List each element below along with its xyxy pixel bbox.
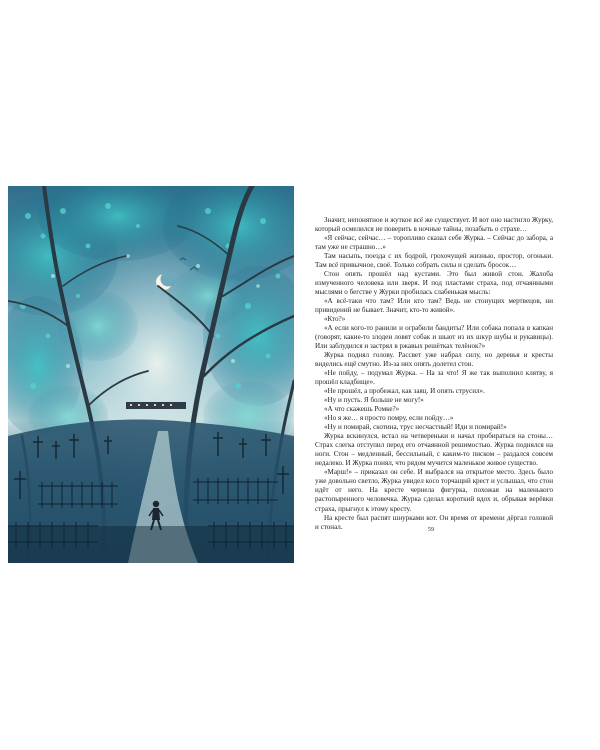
paragraph: Стон опять прошёл над кустами. Это был живой стон. Жалоба измученного человека или зверя. И под пластами страха, под отчаянными мыслями о бегстве у Журки пробилась слабенькая мысль: xyxy=(315,270,553,297)
paragraph: На кресте был распят шнурками кот. Он время от времени дёргал головой и стонал. xyxy=(315,513,553,531)
paragraph: «Но я же… я просто помру, если пойду…» xyxy=(324,414,454,423)
paragraph: Журка вскинулся, встал на четвереньки и начал пробираться на стоны… Страх слегка отступил перед его отчаянной решимостью. Журка поднялся на ноги. Стон – медленный, бессильный, с каким-то писком – раздался совсем недалеко. И Журка понял, что рядом мучится маленькое живое существо. xyxy=(315,432,553,468)
paragraph: Значит, непонятное и жуткое всё же существует. И вот оно настигло Журку, который осмелился не поверить в ночные тайны, позабыть о страхе… xyxy=(315,216,553,234)
paragraph: Журка поднял голову. Рассвет уже набрал силу, но деревья и кресты виделись ещё смутно. Из-за них опять долетел стон. xyxy=(315,351,553,369)
story-text xyxy=(315,216,553,532)
paragraph: «А что скажешь Ромке?» xyxy=(324,405,400,414)
paragraph: «А всё-таки что там? Или кто там? Ведь не стонущих мертвецов, ни привидений не бывает. Значит, кто-то живой». xyxy=(315,297,553,315)
paragraph: «Я сейчас, сейчас… – торопливо сказал себе Журка. – Сейчас до забора, а там уже не страшно…» xyxy=(315,234,553,252)
cemetery-painting xyxy=(8,186,294,563)
paragraph: «Ну и пусть. Я больше не могу!» xyxy=(324,396,424,405)
page-number: 59 xyxy=(427,526,435,533)
paragraph: «Не прошёл, а пробежал, как заяц. И опять струсил». xyxy=(324,387,485,396)
paragraph: «Не пойду, – подумал Журка. – На за что! Я же так выполнил клятву, я прошёл кладбище». xyxy=(315,369,553,387)
paragraph: «Кто?» xyxy=(324,315,346,324)
paragraph: «А если кого-то ранили и ограбили бандиты? Или собака попала в капкан (говорят, какие-то злодеи ловят собак и шьют из их шкур шубы и рукавицы). Или заблудился и застрял в ржавых решётках телёнок?» xyxy=(315,324,553,351)
paragraph: «Ну и помирай, скотина, трус несчастный! Иди и помирай!» xyxy=(324,423,507,432)
paragraph: «Марш!» – приказал он себе. И выбрался на открытое место. Здесь было уже довольно светло, Журка увидел косо торчащий крест и услышал, что стон идёт от него. На кресте чернела фигурка, похожая на маленького растопыренного человечка. Журка сделал короткий вдох и, обрывая верёвки страха, прыгнул к этому кресту. xyxy=(315,468,553,513)
illustration-night-cemetery xyxy=(8,186,294,563)
paragraph: Там насыпь, поезда с их бодрой, грохочущей жизнью, простор, огоньки. Там всё привычное, своё. Только собрать силы и сделать бросок… xyxy=(315,252,553,270)
